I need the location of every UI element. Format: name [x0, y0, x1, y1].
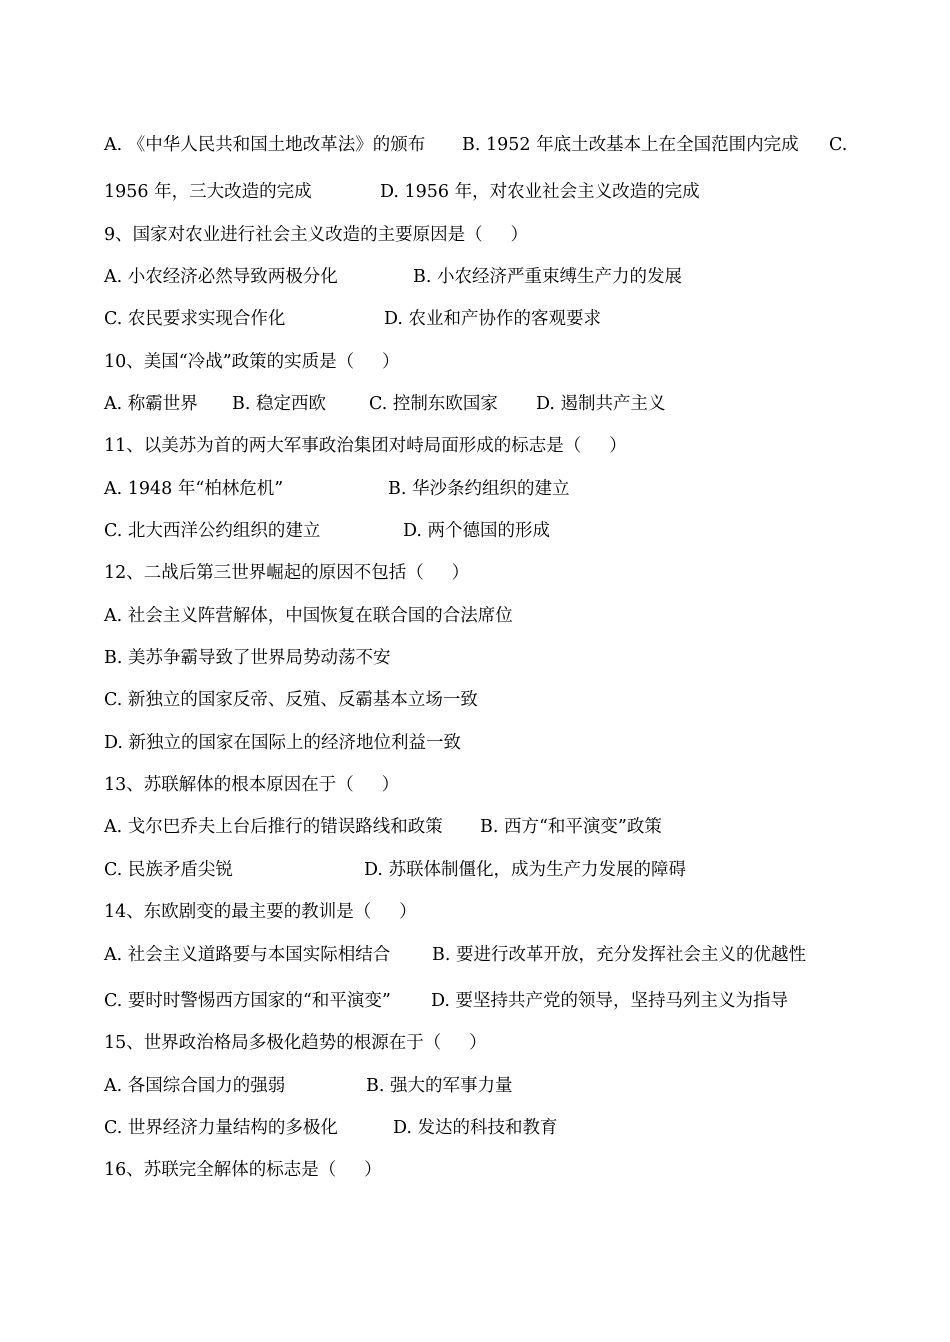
option-text: A. 小农经济必然导致两极分化: [104, 267, 338, 287]
option-text: D. 遏制共产主义: [536, 394, 666, 414]
option-text: C. 控制东欧国家: [369, 394, 498, 414]
option-line: [104, 855, 687, 885]
option-line: [104, 812, 662, 842]
option-text: A. 《中华人民共和国土地改革法》的颁布: [104, 135, 426, 155]
option-text: D. 两个德国的形成: [403, 521, 551, 541]
question-text: 9、国家对农业进行社会主义改造的主要原因是（ ）: [104, 225, 528, 245]
option-text: D. 苏联体制僵化，成为生产力发展的障碍: [364, 860, 687, 880]
option-line: [104, 389, 666, 419]
option-line: [104, 262, 682, 292]
option-text: D. 要坚持共产党的领导，坚持马列主义为指导: [431, 991, 789, 1011]
option-text: B. 小农经济严重束缚生产力的发展: [413, 267, 682, 287]
option-line: [104, 516, 551, 546]
option-text: C. 新独立的国家反帝、反殖、反霸基本立场一致: [104, 690, 478, 710]
option-text: C.: [829, 135, 848, 155]
option-text: A. 称霸世界: [104, 394, 198, 414]
option-text: C. 世界经济力量结构的多极化: [104, 1118, 338, 1138]
option-text: B. 华沙条约组织的建立: [388, 479, 570, 499]
option-line: [104, 940, 806, 970]
option-text: B. 要进行改革开放，充分发挥社会主义的优越性: [432, 945, 806, 965]
question-text: 12、二战后第三世界崛起的原因不包括（ ）: [104, 563, 470, 583]
option-line: [104, 474, 570, 504]
option-text: A. 1948 年“柏林危机”: [104, 479, 284, 499]
option-text: B. 1952 年底土改基本上在全国范围内完成: [462, 135, 799, 155]
option-text: C. 北大西洋公约组织的建立: [104, 521, 321, 541]
option-text: C. 要时时警惕西方国家的“和平演变”: [104, 991, 391, 1011]
question-text: 15、世界政治格局多极化趋势的根源在于（ ）: [104, 1033, 487, 1053]
option-text: 1956 年，三大改造的完成: [104, 182, 312, 202]
option-line: [104, 130, 848, 160]
option-text: D. 1956 年，对农业社会主义改造的完成: [380, 182, 700, 202]
option-text: C. 农民要求实现合作化: [104, 309, 286, 329]
question-text: 11、以美苏为首的两大军事政治集团对峙局面形成的标志是（ ）: [104, 436, 627, 456]
option-text: A. 各国综合国力的强弱: [104, 1076, 286, 1096]
option-text: B. 稳定西欧: [232, 394, 326, 414]
question-text: 14、东欧剧变的最主要的教训是（ ）: [104, 902, 417, 922]
option-text: A. 社会主义道路要与本国实际相结合: [104, 945, 391, 965]
option-text: D. 新独立的国家在国际上的经济地位利益一致: [104, 733, 462, 753]
option-line: [104, 177, 700, 207]
question-text: 16、苏联完全解体的标志是（ ）: [104, 1160, 382, 1180]
option-text: C. 民族矛盾尖锐: [104, 860, 233, 880]
option-text: A. 戈尔巴乔夫上台后推行的错误路线和政策: [104, 817, 443, 837]
option-line: [104, 304, 602, 334]
question-text: 13、苏联解体的根本原因在于（ ）: [104, 775, 400, 795]
option-text: B. 西方“和平演变”政策: [480, 817, 662, 837]
option-text: D. 发达的科技和教育: [393, 1118, 558, 1138]
option-text: D. 农业和产协作的客观要求: [384, 309, 602, 329]
option-line: [104, 1071, 513, 1101]
option-text: A. 社会主义阵营解体，中国恢复在联合国的合法席位: [104, 606, 513, 626]
option-text: B. 强大的军事力量: [366, 1076, 513, 1096]
option-text: B. 美苏争霸导致了世界局势动荡不安: [104, 648, 391, 668]
option-line: [104, 986, 789, 1016]
option-line: [104, 1113, 558, 1143]
question-text: 10、美国“冷战”政策的实质是（ ）: [104, 352, 400, 372]
